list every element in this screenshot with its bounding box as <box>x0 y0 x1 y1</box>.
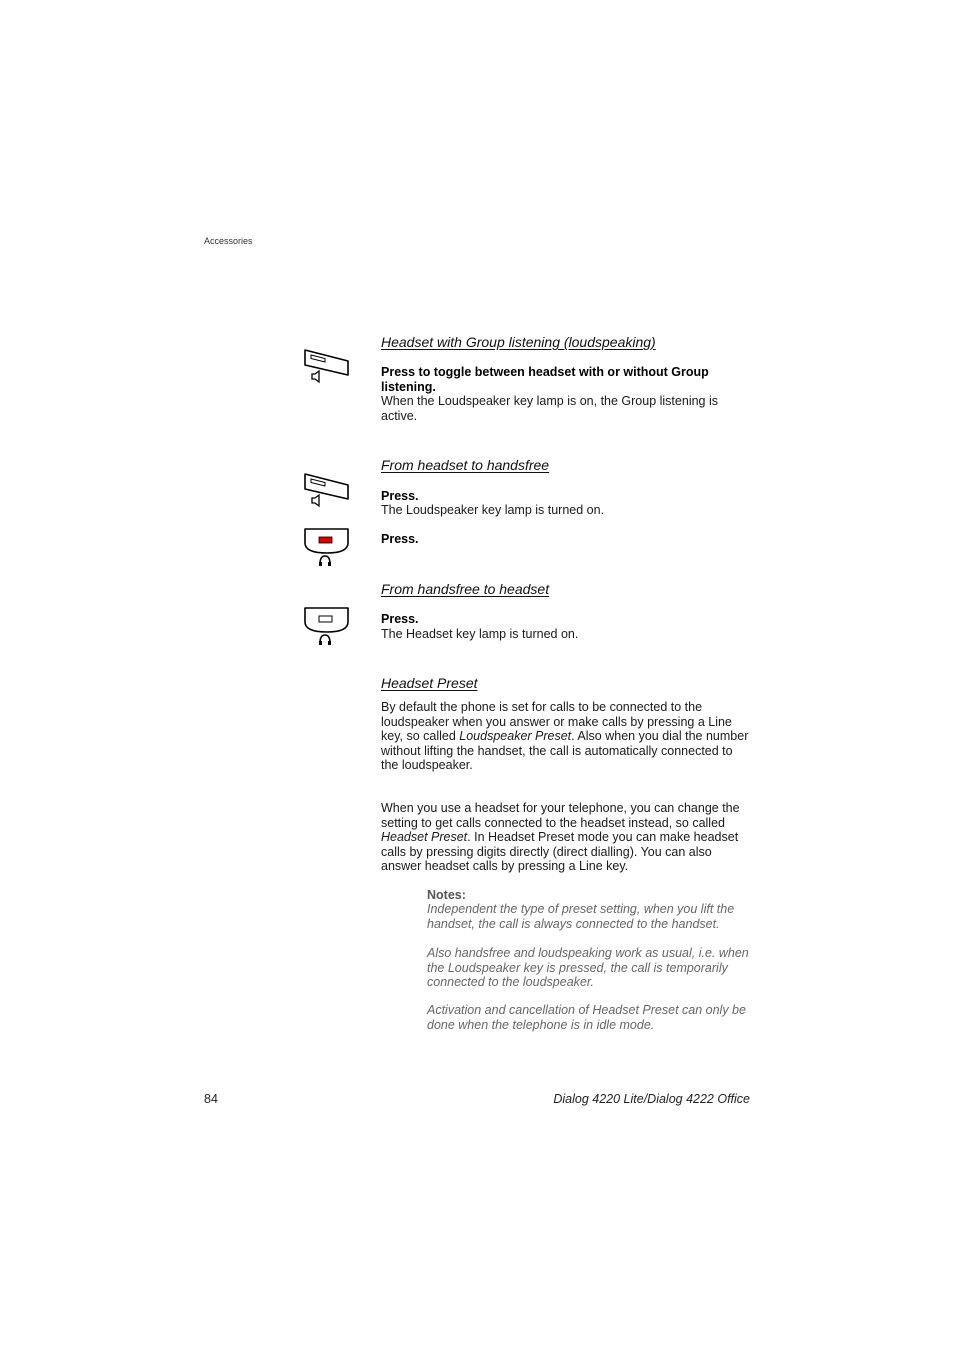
headset-key-icon <box>302 526 352 570</box>
footer-product-name: Dialog 4220 Lite/Dialog 4222 Office <box>553 1092 750 1106</box>
description-headset: The Headset key lamp is turned on. <box>381 627 579 641</box>
note-2: Also handsfree and loudspeaking work as usual, i.e. when the Loudspeaker key is pressed, the call is temporarily connected to the loudspeaker. <box>427 946 749 990</box>
lamp-on <box>319 537 332 543</box>
section-title-headset-preset: Headset Preset <box>381 675 478 691</box>
instruction-step1: Press. <box>381 489 419 503</box>
paragraph-headset-preset: When you use a headset for your telephone, you can change the setting to get calls connected to the headset instead, so called Headset Preset. In Headset Preset mode you can make headset calls by pressing digits directly (direct dialling). You can also answer headset calls by pressing a Line key. <box>381 801 740 874</box>
headset-key-icon <box>302 605 352 649</box>
note-1: Independent the type of preset setting, when you lift the handset, the call is always connected to the handset. <box>427 902 735 931</box>
note-3: Activation and cancellation of Headset Preset can only be done when the telephone is in idle mode. <box>427 1003 746 1032</box>
section-title-headset-to-handsfree: From headset to handsfree <box>381 457 550 473</box>
description-group-listening: When the Loudspeaker key lamp is on, the Group listening is active. <box>381 394 718 423</box>
page-number: 84 <box>204 1092 218 1106</box>
instruction-step2: Press. <box>381 532 419 546</box>
loudspeaker-key-icon <box>302 471 352 511</box>
instruction-group-listening: Press to toggle between headset with or without Group listening. <box>381 365 709 394</box>
loudspeaker-key-icon <box>302 347 352 387</box>
term-headset-preset: Headset Preset <box>381 830 468 845</box>
instruction-headset: Press. <box>381 612 419 626</box>
section-title-group-listening: Headset with Group listening (loudspeaking) <box>381 334 656 350</box>
section-title-handsfree-to-headset: From handsfree to headset <box>381 581 550 597</box>
description-step1: The Loudspeaker key lamp is turned on. <box>381 503 605 517</box>
running-head: Accessories <box>204 236 253 246</box>
notes-title: Notes: <box>427 888 466 902</box>
paragraph-loudspeaker-preset: By default the phone is set for calls to be connected to the loudspeaker when you answer or make calls by pressing a Line key, so called Loudspeaker Preset. Also when you dial the number without lifting the handset, the call is automatically connected to the loudspeaker. <box>381 700 749 773</box>
term-loudspeaker-preset: Loudspeaker Preset <box>459 729 572 744</box>
